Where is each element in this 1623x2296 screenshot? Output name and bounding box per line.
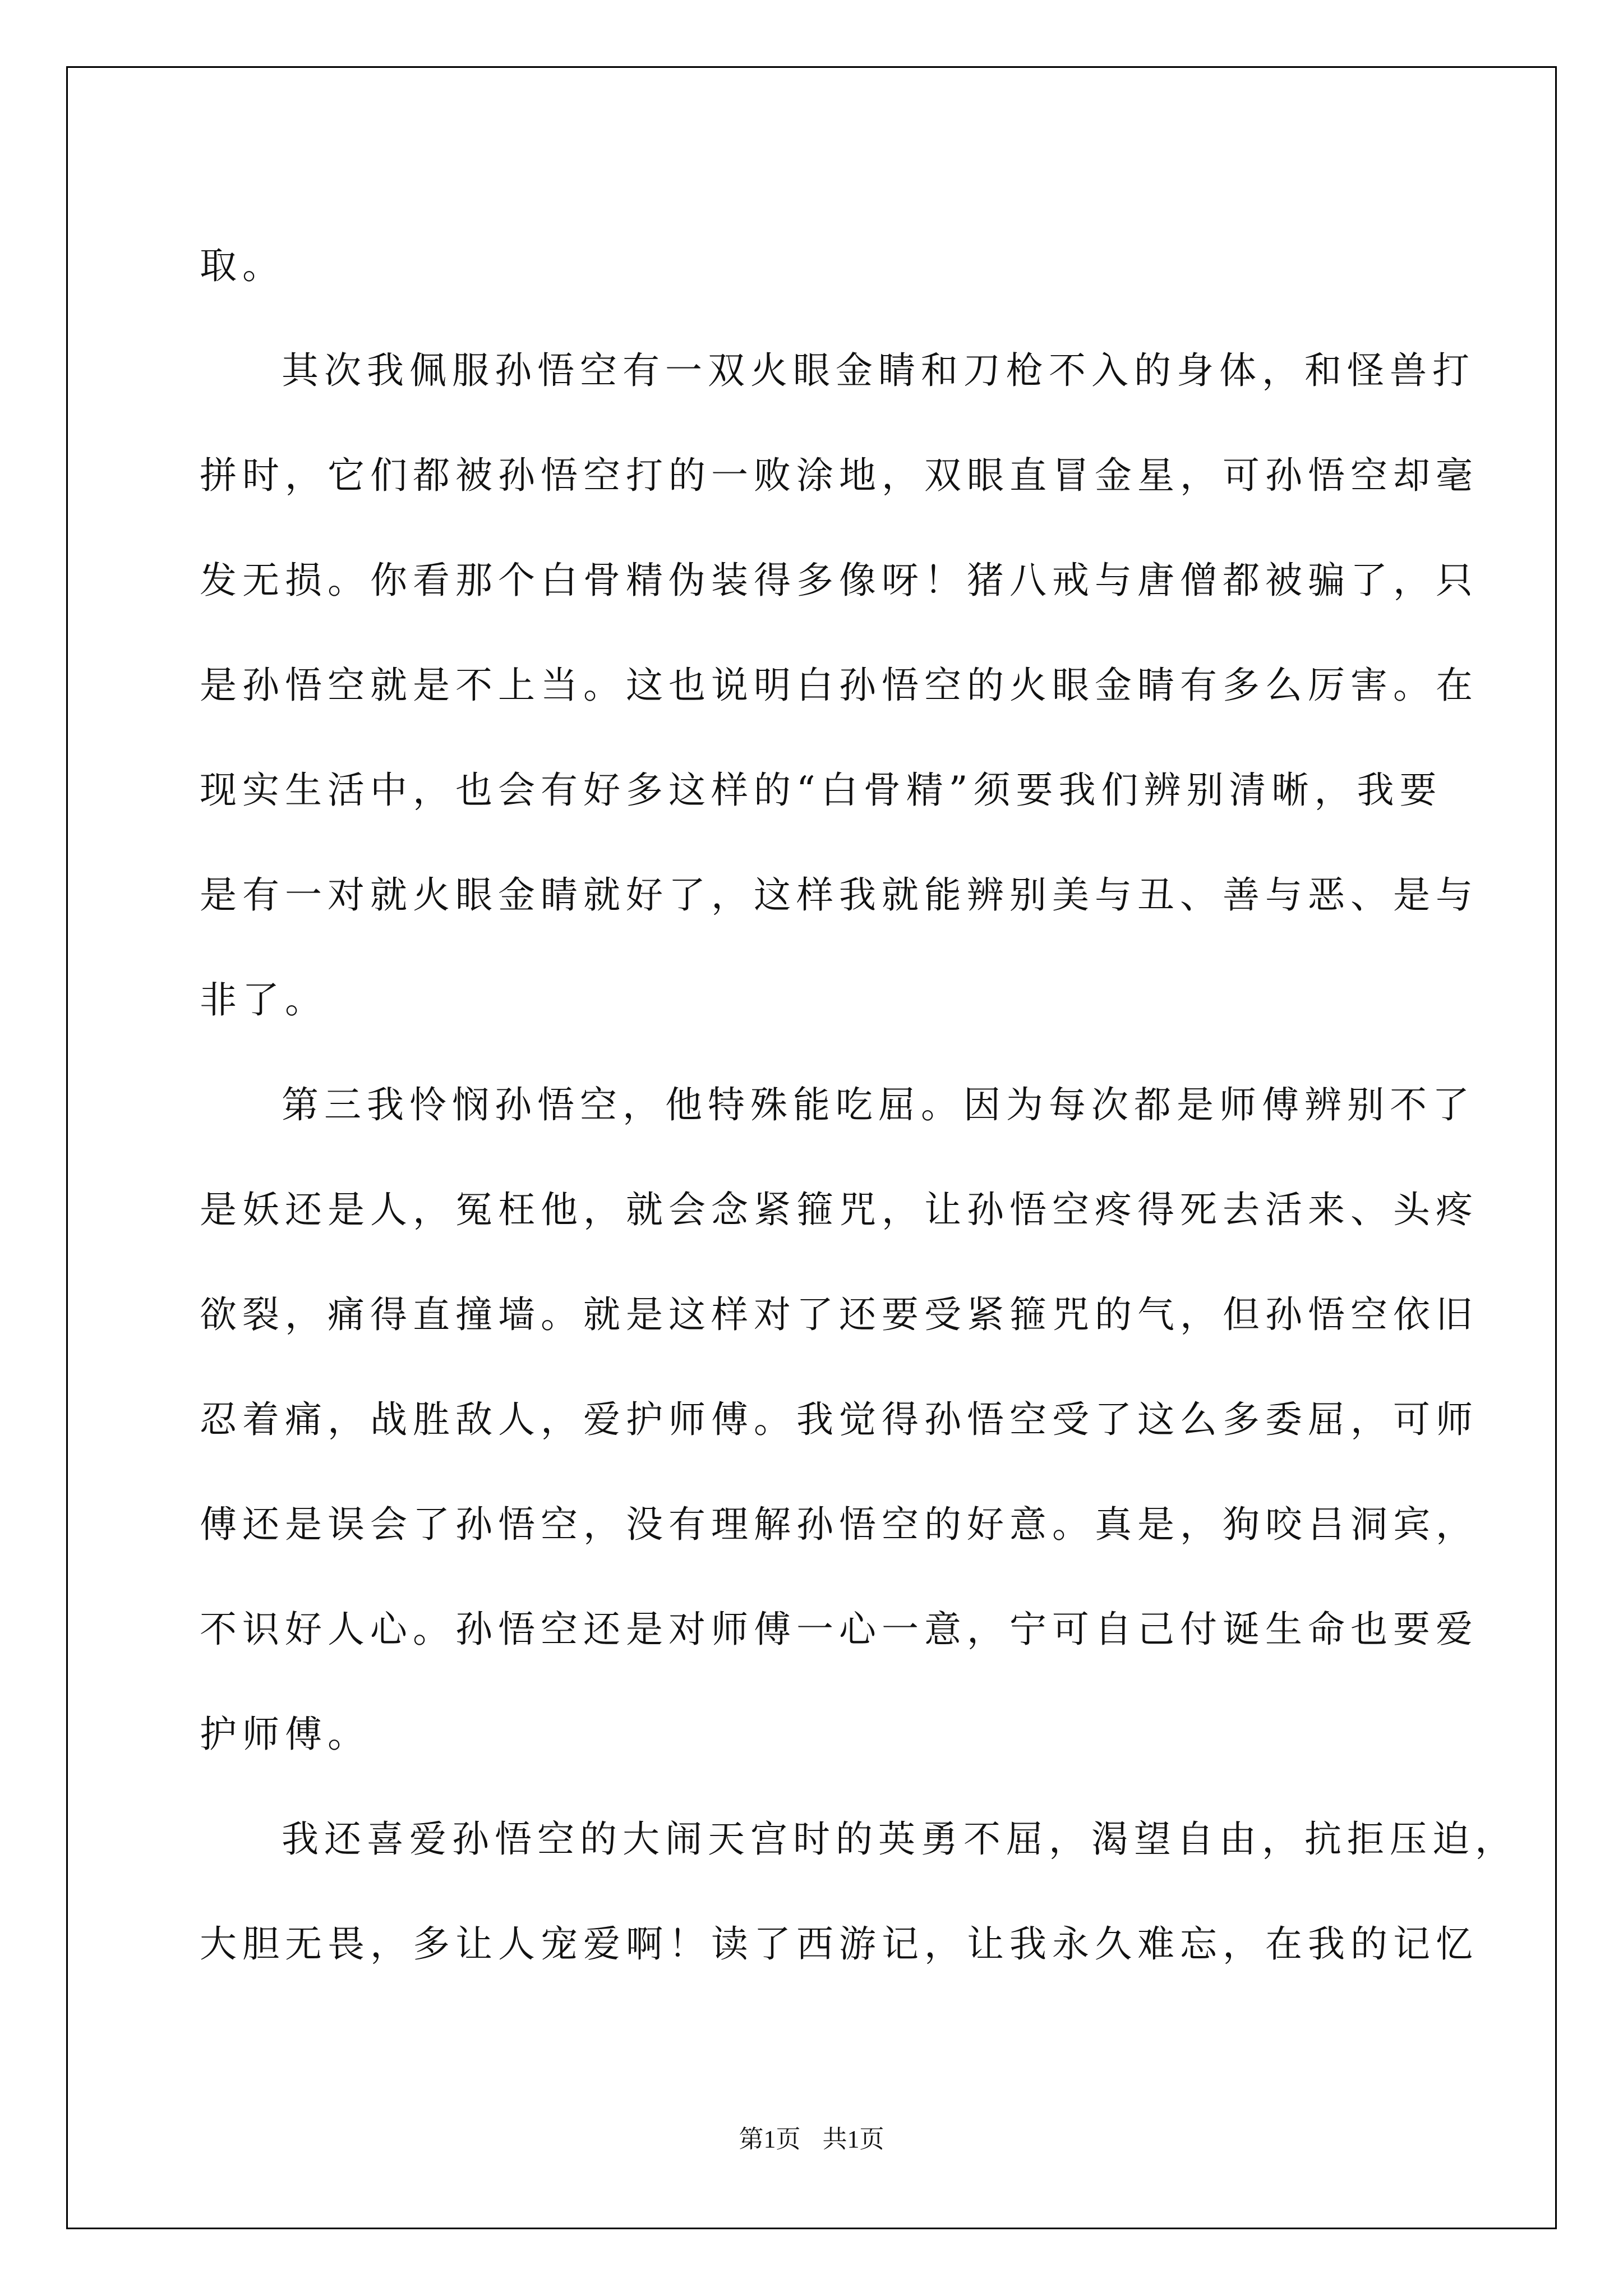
text-line: 是妖还是人，冤枉他，就会念紧箍咒，让孙悟空疼得死去活来、头疼: [200, 1188, 1478, 1231]
text-line: 现实生活中，也会有好多这样的“白骨精”须要我们辨别清晰，我要: [200, 769, 1442, 812]
page-footer: [0, 2123, 1623, 2156]
text-line: 发无损。你看那个白骨精伪装得多像呀！猪八戒与唐僧都被骗了，只: [200, 559, 1478, 602]
page-number-total: 共1页: [822, 2125, 884, 2153]
text-line: 是孙悟空就是不上当。这也说明白孙悟空的火眼金睛有多么厉害。在: [200, 664, 1478, 707]
text-line: 取。: [200, 244, 285, 287]
text-line: 大胆无畏，多让人宠爱啊！读了西游记，让我永久难忘，在我的记忆: [200, 1922, 1478, 1966]
text-line: 护师傅。: [200, 1713, 370, 1756]
text-line: 我还喜爱孙悟空的大闹天宫时的英勇不屈，渴望自由，抗拒压迫，: [282, 1818, 1518, 1861]
page-number-current: 第1页: [739, 2125, 801, 2153]
text-line: 傅还是误会了孙悟空，没有理解孙悟空的好意。真是，狗咬吕洞宾，: [200, 1503, 1478, 1546]
text-line: 是有一对就火眼金睛就好了，这样我就能辨别美与丑、善与恶、是与: [200, 873, 1478, 917]
text-line: 非了。: [200, 978, 328, 1022]
text-line: 欲裂，痛得直撞墙。就是这样对了还要受紧箍咒的气，但孙悟空依旧: [200, 1293, 1478, 1336]
text-line: 其次我佩服孙悟空有一双火眼金睛和刀枪不入的身体，和怪兽打: [282, 349, 1475, 392]
document-body: [200, 213, 1518, 1996]
text-line: 不识好人心。孙悟空还是对师傅一心一意，宁可自己付诞生命也要爱: [200, 1608, 1478, 1651]
text-line: 拼时，它们都被孙悟空打的一败涂地，双眼直冒金星，可孙悟空却毫: [200, 454, 1478, 497]
text-line: 忍着痛，战胜敌人，爱护师傅。我觉得孙悟空受了这么多委屈，可师: [200, 1398, 1478, 1441]
text-line: 第三我怜悯孙悟空，他特殊能吃屈。因为每次都是师傅辨别不了: [282, 1083, 1475, 1126]
